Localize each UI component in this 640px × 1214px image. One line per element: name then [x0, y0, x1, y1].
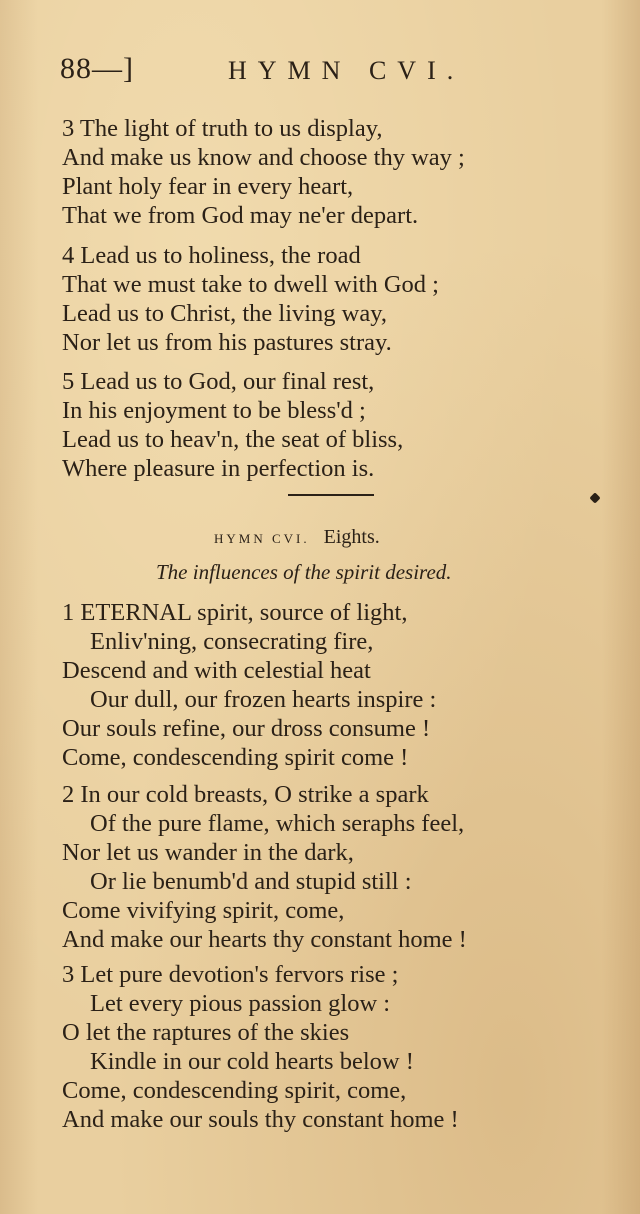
verse-line: And make our souls thy constant home ! [62, 1106, 459, 1133]
verse-line: 5 Lead us to God, our final rest, [62, 368, 375, 395]
verse-line: 3 The light of truth to us display, [62, 115, 383, 142]
verse-line: Come, condescending spirit, come, [62, 1077, 407, 1104]
verse-line: Our dull, our frozen hearts inspire : [90, 686, 437, 713]
verse-line: 3 Let pure devotion's fervors rise ; [62, 961, 399, 988]
verse-line: Descend and with celestial heat [62, 657, 371, 684]
page-header [60, 52, 550, 92]
verse-line: That we from God may ne'er depart. [62, 202, 419, 229]
verse-line: Our souls refine, our dross consume ! [62, 715, 431, 742]
verse-line: 4 Lead us to holiness, the road [62, 242, 361, 269]
verse-line: Nor let us from his pastures stray. [62, 329, 392, 356]
verse-prev-5 [62, 367, 403, 483]
verse-prev-4 [62, 241, 439, 357]
verse-line: Lead us to Christ, the living way, [62, 300, 388, 327]
verse-line: Come vivifying spirit, come, [62, 897, 345, 924]
hymn-meter: Eights. [323, 526, 380, 548]
hymn-heading [214, 526, 380, 549]
verse-line: Nor let us wander in the dark, [62, 839, 354, 866]
verse-line: In his enjoyment to be bless'd ; [62, 397, 366, 424]
verse-line: That we must take to dwell with God ; [62, 271, 439, 298]
verse-line: Enliv'ning, consecrating fire, [90, 628, 374, 655]
hymn-number: HYMN CVI. [214, 531, 310, 546]
verse-line: Come, condescending spirit come ! [62, 744, 409, 771]
verse-line: Plant holy fear in every heart, [62, 173, 354, 200]
verse-line: Let every pious passion glow : [90, 990, 391, 1017]
verse-line: Or lie benumb'd and stupid still : [90, 868, 412, 895]
verse-line: And make our hearts thy constant home ! [62, 926, 467, 953]
verse-prev-3 [62, 114, 465, 230]
verse-1 [62, 598, 436, 772]
verse-line: Where pleasure in perfection is. [62, 455, 375, 482]
hymn-subtitle: The influences of the spirit desired. [156, 560, 452, 584]
verse-line: And make us know and choose thy way ; [62, 144, 465, 171]
verse-line: Lead us to heav'n, the seat of bliss, [62, 426, 404, 453]
verse-line: O let the raptures of the skies [62, 1019, 350, 1046]
verse-line: 2 In our cold breasts, O strike a spark [62, 781, 429, 808]
verse-line: Kindle in our cold hearts below ! [90, 1048, 414, 1075]
running-title: HYMN CVI. [228, 56, 465, 85]
ink-mark [589, 492, 600, 503]
section-divider [288, 494, 374, 496]
verse-line: Of the pure flame, which seraphs feel, [90, 810, 465, 837]
page-number: 88—] [60, 52, 134, 85]
verse-3 [62, 960, 459, 1134]
verse-2 [62, 780, 467, 954]
verse-line: 1 ETERNAL spirit, source of light, [62, 599, 408, 626]
